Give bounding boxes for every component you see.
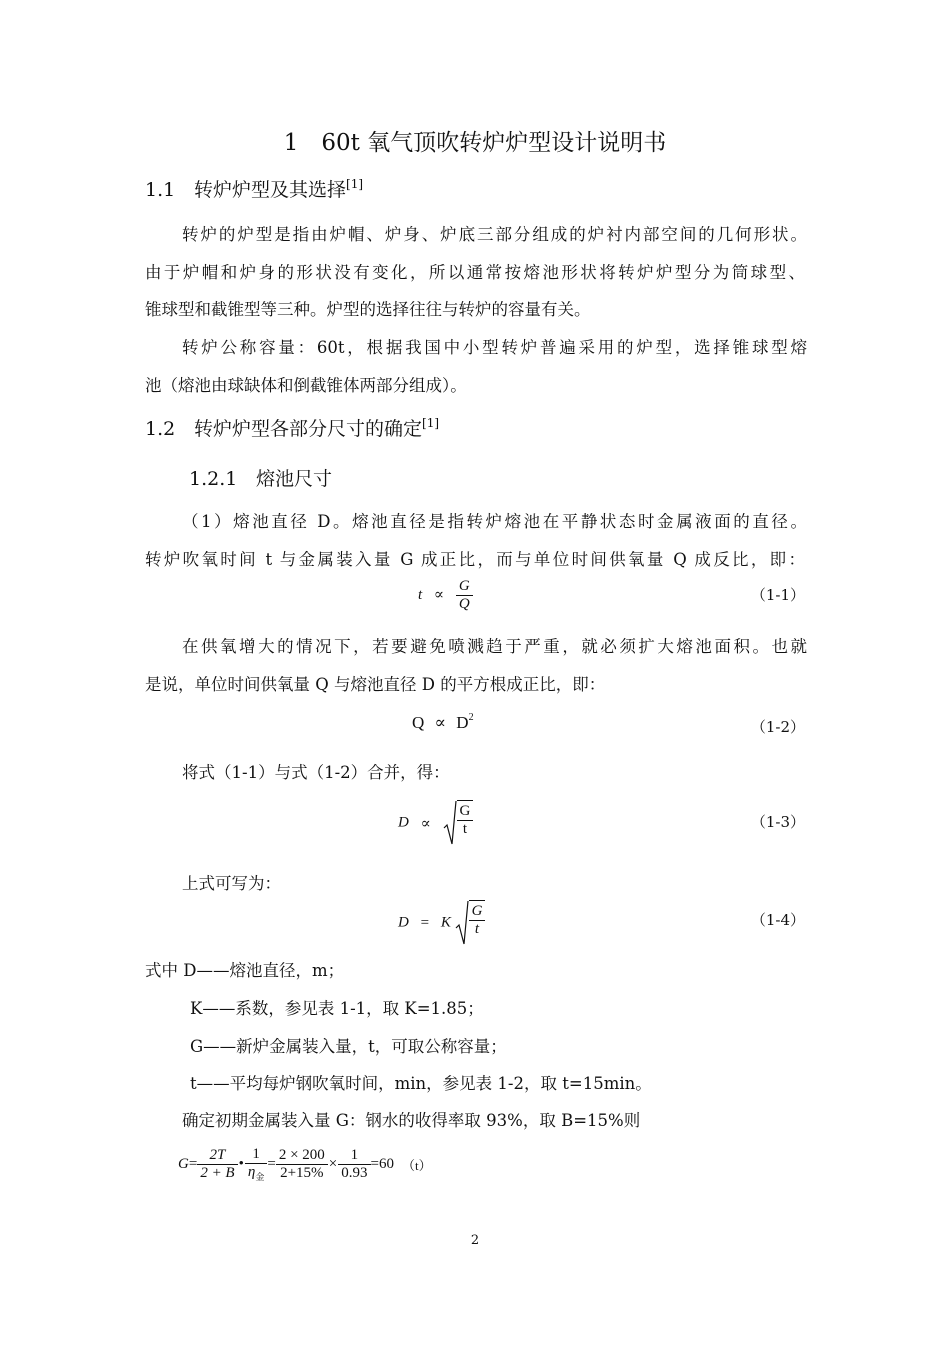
- equation-1-1: t ∝ $\frac{G}{Q}$: [418, 578, 473, 614]
- section-number: 1.2: [145, 418, 176, 440]
- equation-label: （1-1）: [750, 586, 805, 604]
- equation-label: （1-3）: [750, 813, 805, 831]
- equation-label: （1-2）: [750, 718, 805, 736]
- paragraph-line: 是说，单位时间供氧量 Q 与熔池直径 D 的平方根成正比，即：: [145, 675, 606, 694]
- subsection-number: 1.2.1: [189, 468, 238, 490]
- citation-ref: [1]: [346, 177, 364, 191]
- section-title: 转炉炉型各部分尺寸的确定: [194, 418, 423, 440]
- equation-1-4: D = K $\frac{G}{t}$: [398, 900, 485, 946]
- section-heading-1-1: [145, 175, 363, 202]
- citation-ref: [1]: [422, 416, 440, 430]
- paragraph-line: 确定初期金属装入量 G：钢水的收得率取 93%，取 B=15%则: [182, 1111, 641, 1130]
- paragraph-line: 转炉吹氧时间 t 与金属装入量 G 成正比，而与单位时间供氧量 Q 成反比，即：: [145, 550, 805, 569]
- fraction: $\frac{1}{\eta_金}$: [245, 1146, 267, 1183]
- square-root: [443, 800, 474, 846]
- paragraph-line: 在供氧增大的情况下，若要避免喷溅趋于严重，就必须扩大熔池面积。也就: [182, 637, 807, 656]
- definition-line: 式中 D——熔池直径，m；: [145, 961, 345, 980]
- fraction: $\frac{1}{0.93}$: [338, 1147, 370, 1183]
- fraction: $\frac{2T}{2 + B}$: [197, 1147, 237, 1183]
- radical-sign-icon: [443, 800, 457, 846]
- fraction: $\frac{G}{t}$: [469, 900, 486, 946]
- fraction: $\frac{2 \times 200}{2+15\%}$: [276, 1147, 328, 1183]
- fraction: $\frac{G}{t}$: [457, 800, 474, 846]
- equation-1-2: $Q \propto D^2$: [412, 712, 474, 732]
- fraction: $\frac{G}{Q}$: [456, 578, 473, 614]
- paragraph-line: 池（熔池由球缺体和倒截锥体两部分组成）。: [145, 376, 467, 395]
- paragraph-line: 由于炉帽和炉身的形状没有变化，所以通常按熔池形状将转炉炉型分为筒球型、: [145, 263, 805, 282]
- equation-g: G= $\frac{2T}{2 + B}$ • $\frac{1}{\eta_金}$ = $\frac{2 \times 200}{2+15\%}$ × $\frac{1}{0.93}$ =60 （t）: [178, 1146, 432, 1183]
- definition-line: t——平均每炉钢吹氧时间，min，参见表 1-2，取 t=15min。: [190, 1074, 652, 1093]
- equation-label: （1-4）: [750, 911, 805, 929]
- section-title: 转炉炉型及其选择: [194, 179, 347, 201]
- section-heading-1-2: [145, 414, 439, 441]
- page-title: 1 60t 氧气顶吹转炉炉型设计说明书: [283, 130, 667, 156]
- square-root: [455, 900, 486, 946]
- paragraph-line: 将式（1-1）与式（1-2）合并，得：: [182, 763, 450, 782]
- definition-line: G——新炉金属装入量，t，可取公称容量；: [190, 1037, 507, 1056]
- paragraph-line: （1）熔池直径 D。熔池直径是指转炉熔池在平静状态时金属液面的直径。: [182, 512, 807, 531]
- paragraph-line: 锥球型和截锥型等三种。炉型的选择往往与转炉的容量有关。: [145, 300, 591, 319]
- subsection-title: 熔池尺寸: [256, 468, 333, 490]
- subsection-heading-1-2-1: [189, 464, 332, 491]
- definition-line: K——系数，参见表 1-1，取 K=1.85；: [190, 999, 484, 1018]
- paragraph-line: 转炉的炉型是指由炉帽、炉身、炉底三部分组成的炉衬内部空间的几何形状。: [182, 225, 807, 244]
- paragraph-line: 转炉公称容量：60t，根据我国中小型转炉普遍采用的炉型，选择锥球型熔: [182, 338, 807, 357]
- equation-1-3: D ∝ $\frac{G}{t}$: [398, 800, 473, 846]
- radical-sign-icon: [455, 900, 469, 946]
- paragraph-line: 上式可写为：: [182, 874, 281, 893]
- section-number: 1.1: [145, 179, 176, 201]
- page-number: 2: [470, 1233, 480, 1248]
